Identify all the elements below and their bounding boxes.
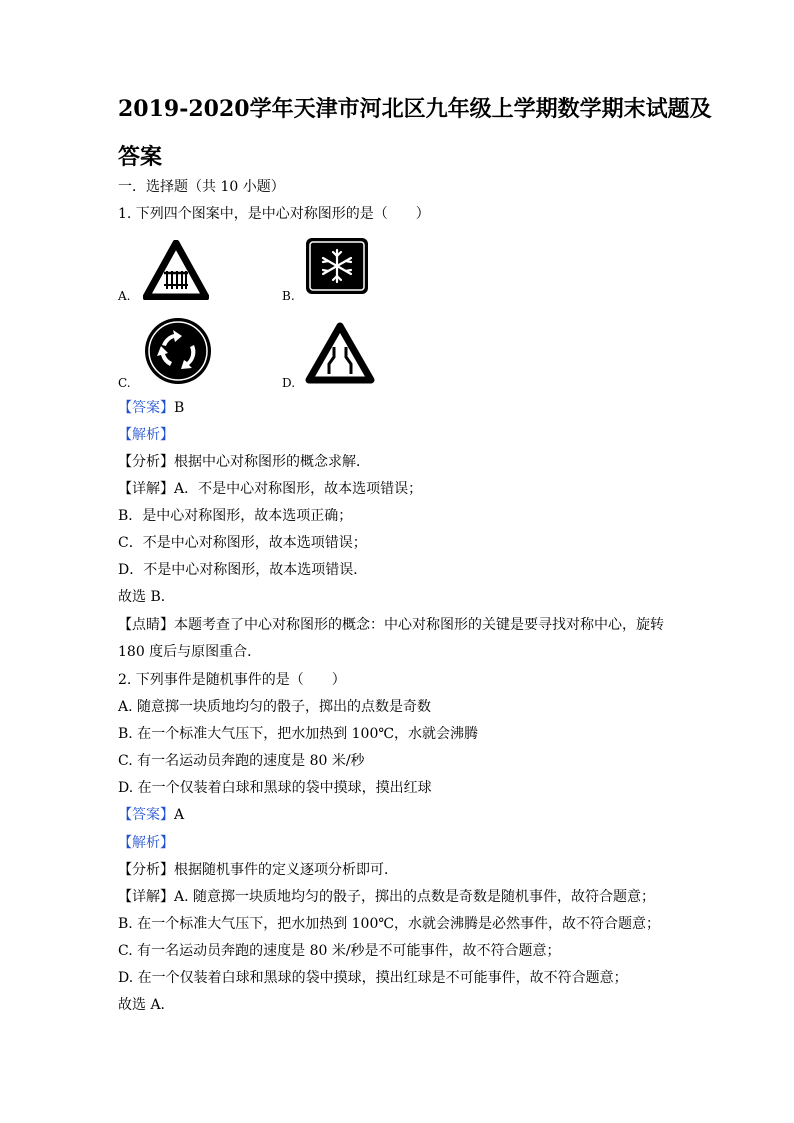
analysis-tag: 【解析】	[118, 427, 174, 443]
q1-xiangjie-b: B．是中心对称图形，故本选项正确；	[118, 508, 353, 524]
q2-analysis-heading	[118, 836, 174, 850]
q1-option-c-label: C.	[118, 376, 131, 390]
q2-xiangjie-a: A. 随意掷一块质地均匀的骰子，掷出的点数是奇数是随机事件，故符合题意；	[174, 889, 656, 905]
q2-fenxi-line	[118, 863, 398, 877]
q1-option-b-label: B.	[282, 289, 295, 303]
q1-xiangjie-line	[118, 482, 422, 496]
q1-xiangjie-a: A．不是中心对称图形，故本选项错误；	[174, 481, 423, 497]
q1-analysis-heading	[118, 428, 174, 442]
q1-option-d-label: D.	[282, 376, 296, 390]
page-title-line1: 2019-2020学年天津市河北区九年级上学期数学期末试题及	[118, 96, 712, 122]
q2-answer-line	[118, 808, 184, 822]
q2-fenxi: 根据随机事件的定义逐项分析即可．	[174, 862, 398, 878]
xiangjie-tag: 【详解】	[118, 481, 174, 497]
q1-answer: B	[174, 400, 185, 416]
q2-option-c: C. 有一名运动员奔跑的速度是 80 米/秒	[118, 753, 365, 769]
q2-xiangjie-c: C. 有一名运动员奔跑的速度是 80 米/秒是不可能事件，故不符合题意；	[118, 943, 561, 959]
q2-option-a: A. 随意掷一块质地均匀的骰子，掷出的点数是奇数	[118, 699, 432, 715]
q1-fenxi: 根据中心对称图形的概念求解．	[174, 454, 370, 470]
answer-tag: 【答案】	[118, 400, 174, 416]
q2-answer: A	[174, 807, 185, 823]
q2-xiangjie-line	[118, 890, 655, 904]
fenxi-tag: 【分析】	[118, 454, 174, 470]
q1-dianjing-1: 本题考查了中心对称图形的概念：中心对称图形的关键是要寻找对称中心，旋转	[174, 617, 664, 633]
q1-xiangjie-c: C．不是中心对称图形，故本选项错误；	[118, 535, 367, 551]
q2-choose: 故选 A．	[118, 997, 175, 1013]
q2-xiangjie-b: B. 在一个标准大气压下，把水加热到 100℃，水就会沸腾是必然事件，故不符合题意；	[118, 916, 661, 932]
dianjing-tag: 【点睛】	[118, 617, 174, 633]
roundabout-sign-icon	[144, 317, 212, 385]
section-heading: 一．选择题（共 10 小题）	[118, 179, 285, 195]
q1-option-a-label: A.	[118, 289, 131, 303]
q1-dianjing-line	[118, 618, 664, 632]
page-title-line2: 答案	[118, 144, 163, 170]
fenxi-tag: 【分析】	[118, 862, 174, 878]
road-narrows-sign-icon	[305, 322, 375, 384]
railway-crossing-sign-icon	[143, 240, 209, 300]
xiangjie-tag: 【详解】	[118, 889, 174, 905]
q2-xiangjie-d: D. 在一个仅装着白球和黑球的袋中摸球，摸出红球是不可能事件，故不符合题意；	[118, 970, 628, 986]
q1-choose: 故选 B．	[118, 589, 175, 605]
q1-fenxi-line	[118, 455, 370, 469]
q1-answer-line	[118, 401, 184, 415]
q2-option-b: B. 在一个标准大气压下，把水加热到 100℃，水就会沸腾	[118, 726, 479, 742]
q2-option-d: D. 在一个仅装着白球和黑球的袋中摸球，摸出红球	[118, 780, 432, 796]
q1-xiangjie-d: D．不是中心对称图形，故本选项错误．	[118, 562, 368, 578]
q1-stem: 1. 下列四个图案中，是中心对称图形的是（ ）	[118, 206, 430, 222]
q1-dianjing-2: 180 度后与原图重合．	[118, 644, 262, 660]
analysis-tag: 【解析】	[118, 835, 174, 851]
answer-tag: 【答案】	[118, 807, 174, 823]
q2-stem: 2. 下列事件是随机事件的是（ ）	[118, 672, 346, 688]
snowflake-sign-icon	[305, 237, 369, 295]
